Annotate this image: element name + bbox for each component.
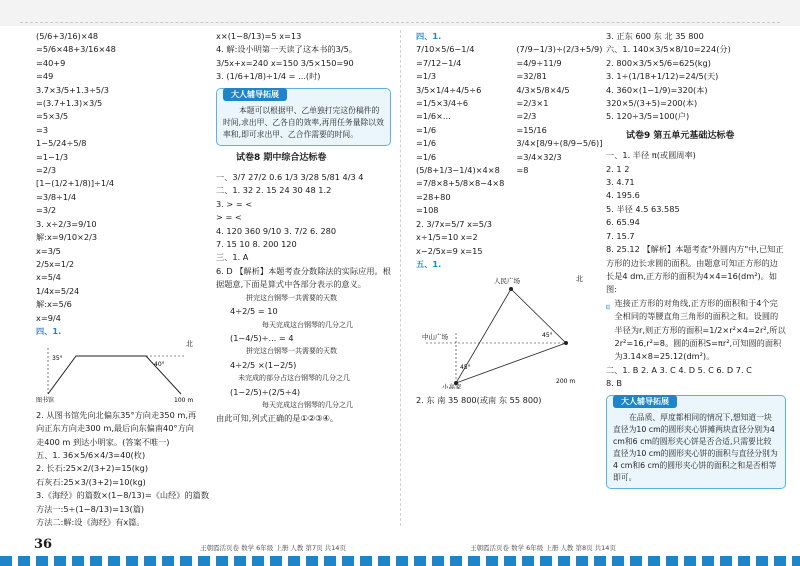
line: 3/5×1/4÷4/5÷6 [416,84,482,95]
tutor-box [606,395,786,489]
method-2: 方法二:解:设《海经》有x篇。 [36,517,145,527]
tutor-box-text: 本题可以根据甲、乙单独打完这份稿件的时间,求出甲、乙各自的效率,再用任务量除以效率和,即可求出甲、乙合作需要的时间。 [223,105,384,139]
answer-line: 二、1. B 2. A 3. C 4. D 5. C 6. D 7. C [606,364,752,375]
answer-line: 六、1. 140×3/5×8/10=224(分) [606,44,731,55]
line: =2/3×1 [516,98,549,109]
answer-line: 4. 360×(1−1/9)=320(本) [606,84,708,95]
route-map [36,338,201,404]
answer-line: 石灰石:25×3/(3+2)=10(kg) [36,476,146,487]
home-label: 小高家 [442,383,462,390]
answer-line: 4. 120 360 9/10 3. 7/2 6. 280 [216,225,337,236]
line: =4/9÷11/9 [516,57,562,68]
answer-line: 5. 半径 4.5 63.585 [606,203,680,214]
line: =49 [36,71,54,82]
answer-line: 三、1. A [216,252,249,263]
line: =1/6 [416,151,437,162]
line: =1/5×3/4÷6 [416,98,469,109]
north-label: 北 [576,275,583,284]
line: =3/2 [36,205,57,216]
answer-line: 2. 1 2 [606,163,630,174]
angle-45-label: 45° [460,364,471,372]
method-1: 方法一:5÷(1−8/13)=13(篇) [36,503,145,514]
scale-label: 200 m [556,378,576,386]
line: (7/9−1/3)÷(2/3+5/9) [516,44,603,55]
answer-line: 320×5/(3+5)=200(本) [606,98,698,109]
calc-col-b [516,43,602,217]
line: =3/4×32/3 [516,151,562,162]
line: 2/5x=1/2 [36,258,75,269]
answer-line: > = < [216,212,242,223]
location-map [416,271,591,389]
answer-line: 5. 120÷3/5=100(户) [606,111,690,122]
top-strip [0,0,800,26]
tutor-box-text: 在品质、厚度都相同的情况下,想知道一块直径为10 cm的圆形夹心饼摊两块直径分别为4 cm和6 cm的圆形夹心饼是否合适,只需要比较直径为10 cm的圆形夹心饼的面积与直径分别为4 cm和6 cm的圆形夹心饼的面积之和是否相等即可。 [613,412,778,482]
line: =5×3/5 [36,111,69,122]
zhongshan-square-label: 中山广场 [422,333,448,342]
answer-line: x−2/5x=9 x=15 [416,245,483,256]
section-5-label: 五、1. [416,258,442,269]
diagram-note: 拼完这台钢琴一共需要的天数 [246,293,337,302]
line: 解:x=9/10×2/3 [36,232,98,243]
answer-line: 8. B [606,378,623,389]
line: =3 [36,124,49,135]
answer-line: 3. 4.71 [606,177,635,188]
line: 7/10×5/6−1/4 [416,44,475,55]
north-label: 北 [186,340,193,349]
line: 4/3×5/8×4/5 [516,84,570,95]
q8-figure-row [606,297,786,364]
line: =108 [416,205,439,216]
answer-line: 7. 15.7 [606,230,635,241]
line: x=9/4 [36,312,61,323]
line: =7/12−1/4 [416,57,462,68]
map-answer: 2. 从图书馆先向北偏东35°方向走350 m,再向正东方向走300 m,最后向东偏南40°方向走400 m 到达小明家。(答案不唯一) [36,409,197,447]
library-label: 图书馆 [36,397,55,405]
footer-right: 王朝霞活页卷 数学 6年级 上册 人教 第8页 共14页 [470,544,616,552]
bottom-stripes [0,556,800,566]
line: [1−(1/2+1/8)]÷1/4 [36,178,115,189]
line: (5/8+1/3−1/4)×4×8 [416,165,500,176]
line: x×(1−8/13)=5 x=13 [216,31,302,41]
circle-square-figure [606,297,610,317]
section-4-label: 四、1. [416,31,442,41]
footer-left: 王朝霞活页卷 数学 6年级 上册 人教 第7页 共14页 [200,544,346,552]
q8-continuation: 连接正方形的对角线,正方形的面积和于4个完全相同的等腰直角三角形的面积之和。设圆的半径为r,则正方形的面积=1/2×r²×4=2r²,所以2r²=16,r²=8。圆的面积S=πr²,可知圆的面积为3.14×8=25.12(dm²)。 [614,297,786,362]
diagram-note: 每天完成这台钢琴的几分之几 [262,320,353,329]
test-title: 试卷9 第五单元基础达标卷 [626,130,735,141]
tutor-box-title: 大人辅导拓展 [613,395,677,408]
page-number: 36 [34,537,53,552]
diagram-note: 每天完成这台钢琴的几分之几 [262,400,353,409]
column-3 [416,30,603,407]
line: =(3.7+1.3)×3/5 [36,98,103,109]
answer-line: 二、1. 32 2. 15 24 30 48 1.2 [216,185,332,196]
diagram-calc: (1−4/5)÷... = 4 [230,332,294,343]
answer-line: 一、1. 半径 π(或圆周率) [606,150,696,161]
answer-line: 一、3/7 27/2 0.6 1/3 3/28 5/81 4/3 4 [216,172,364,183]
diagram-conclusion: 由此可知,列式正确的是①②③④。 [216,413,339,424]
answer-line: 7. 15 10 8. 200 120 [216,239,297,250]
line: 3.7×3/5+1.3÷5/3 [36,84,109,95]
line: =1/6×... [416,111,451,122]
column-2 [216,30,391,426]
line: (5/6+3/16)×48 [36,31,99,41]
answer-line: 6. 65.94 [606,217,640,228]
answer-line: 2. 3/7x=5/7 x=5/3 [416,218,492,229]
answer-line: 2. 长石:25×2/(3+2)=15(kg) [36,463,149,474]
people-square-label: 人民广场 [494,277,520,286]
line: 3/5x+x=240 x=150 3/5×150=90 [216,57,354,68]
column-4 [606,30,786,493]
line: =1/6 [416,138,437,149]
answer-line: 4. 195.6 [606,190,640,201]
line: =5/6×48+3/16×48 [36,44,116,55]
diagram-note: 拼完这台钢琴一共需要的天数 [246,347,337,356]
line: x=5/4 [36,272,61,283]
line: x=3/5 [36,245,61,256]
line: =1−1/3 [36,151,69,162]
diagram-calc: (1−2/5)÷(2/5÷4) [230,386,301,397]
line: =1/6 [416,124,437,135]
section-4-label: 四、1. [36,325,62,336]
line: =32/81 [516,71,547,82]
tutor-box [216,88,391,146]
line: =3/8÷1/4 [36,191,77,202]
bottom-bar [0,536,800,566]
question-6-analysis: 6. D 【解析】本题考查分数除法的实际应用。根据题意,下面是算式中各部分表示的意义。 [216,265,391,290]
answer-line: 3. > = < [216,198,253,209]
line: =15/16 [516,124,547,135]
calc-grid [416,43,603,217]
angle-40-label: 40° [154,361,165,369]
line: 3. x÷2/3=9/10 [36,218,97,229]
line: 1−5/24÷5/8 [36,138,87,149]
line: 3. (1/6+1/8)÷1/4 = ...(时) [216,71,321,82]
line: =8 [516,165,529,176]
diagram-calc: 4÷2/5 = 10 [230,306,278,317]
answer-line: 3. 正东 600 东 北 35 800 [606,31,704,41]
line: 1/4x=5/24 [36,285,80,296]
angle-35-label: 35° [52,355,63,363]
line: =2/3 [36,165,57,176]
line: 4. 解:设小明第一天读了这本书的3/5。 [216,44,357,55]
calc-col-a [416,43,504,217]
tutor-box-title: 大人辅导拓展 [223,88,287,101]
diagram-calc: 4÷2/5 ×(1−2/5) [230,359,297,370]
line: 3/4×[8/9÷(8/9−5/6)] [516,138,603,149]
center-fold [400,30,401,526]
line: =28+80 [416,191,451,202]
section-5-q1: 五、1. 36×5/6×4/3=40(枚) [36,449,146,460]
question-8-analysis: 8. 25.12 【解析】本题考查"外圆内方"中,已知正方形的边长求圆的面积。由题意可知正方形的边长是4 dm,正方形的面积为4×4=16(dm²)。如图: [606,244,784,295]
answer-line: 3.《海经》的篇数×(1−8/13)=《山经》的篇数 [36,490,210,501]
answer-line: 2. 东 南 35 800(或南 东 55 800) [416,394,542,405]
diagram-note: 未完成的部分占这台钢琴的几分之几 [238,374,350,383]
line: =7/8×8+5/8×8−4×8 [416,178,505,189]
answer-line: 3. 1÷(1/18+1/12)=24/5(天) [606,71,719,82]
column-1 [36,30,210,529]
angle-45-label: 45° [542,332,553,340]
answer-line: 2. 800×3/5×5/6=625(kg) [606,57,711,68]
line: =40+9 [36,57,66,68]
line: =1/3 [416,71,437,82]
line: 解:x=5/6 [36,299,72,310]
line: =2/3 [516,111,537,122]
answer-line: x÷1/5=10 x=2 [416,232,478,243]
scale-label: 100 m [174,397,194,405]
test-title: 试卷8 期中综合达标卷 [236,152,327,163]
